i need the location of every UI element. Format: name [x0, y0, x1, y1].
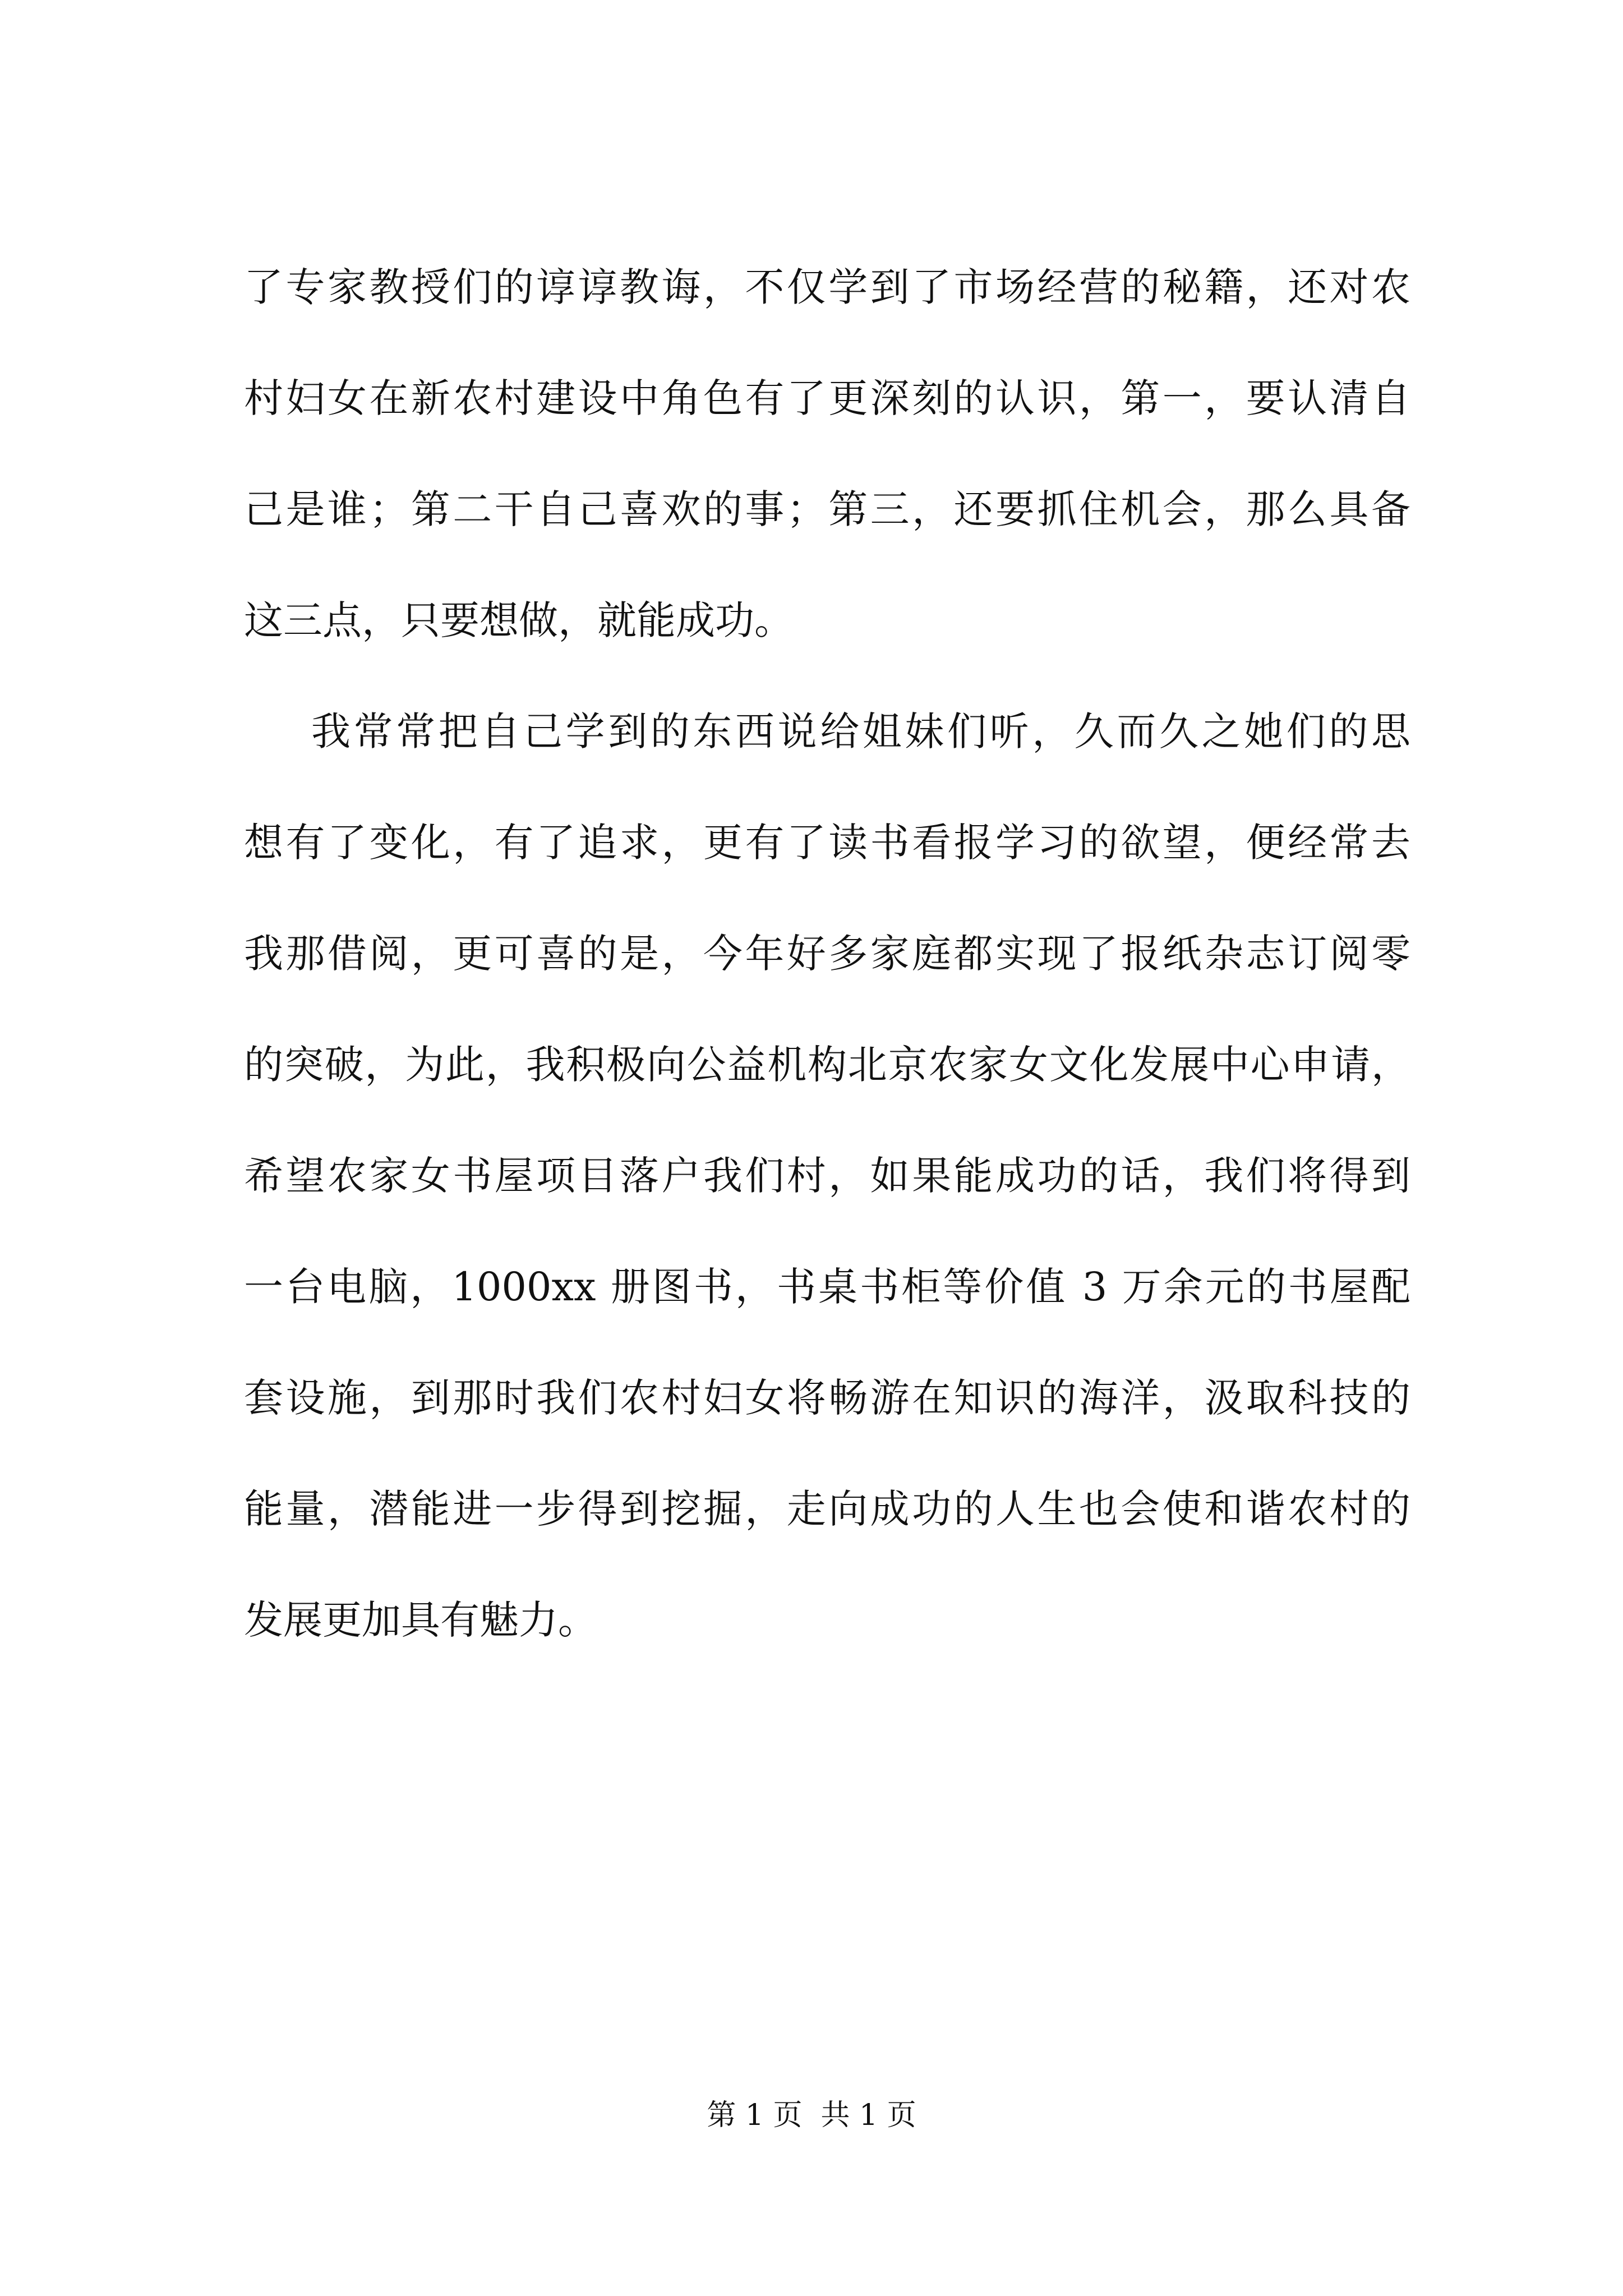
- text-line: 一台电脑，1000xx 册图书，书桌书柜等价值 3 万余元的书屋配: [244, 1264, 1410, 1310]
- text-line: 了专家教授们的谆谆教诲，不仅学到了市场经营的秘籍，还对农: [244, 264, 1410, 310]
- page-footer: 第 1 页 共 1 页: [707, 2099, 916, 2132]
- text-line: 我那借阅，更可喜的是，今年好多家庭都实现了报纸杂志订阅零: [244, 931, 1410, 977]
- text-line: 套设施，到那时我们农村妇女将畅游在知识的海洋，汲取科技的: [244, 1375, 1410, 1421]
- text-line: 能量，潜能进一步得到挖掘，走向成功的人生也会使和谐农村的: [244, 1486, 1410, 1532]
- text-line: 的突破，为此，我积极向公益机构北京农家女文化发展中心申请，: [244, 1042, 1410, 1088]
- document-body: [244, 259, 1410, 1703]
- text-line: 这三点，只要想做，就能成功。: [244, 597, 794, 643]
- text-line: 村妇女在新农村建设中角色有了更深刻的认识，第一，要认清自: [244, 375, 1410, 421]
- text-line: 希望农家女书屋项目落户我们村，如果能成功的话，我们将得到: [244, 1153, 1410, 1199]
- text-line: 发展更加具有魅力。: [244, 1597, 597, 1643]
- text-line: 己是谁；第二干自己喜欢的事；第三，还要抓住机会，那么具备: [244, 486, 1410, 532]
- text-line: 我常常把自己学到的东西说给姐妹们听，久而久之她们的思: [311, 708, 1410, 754]
- text-line: 想有了变化，有了追求，更有了读书看报学习的欲望，便经常去: [244, 820, 1410, 866]
